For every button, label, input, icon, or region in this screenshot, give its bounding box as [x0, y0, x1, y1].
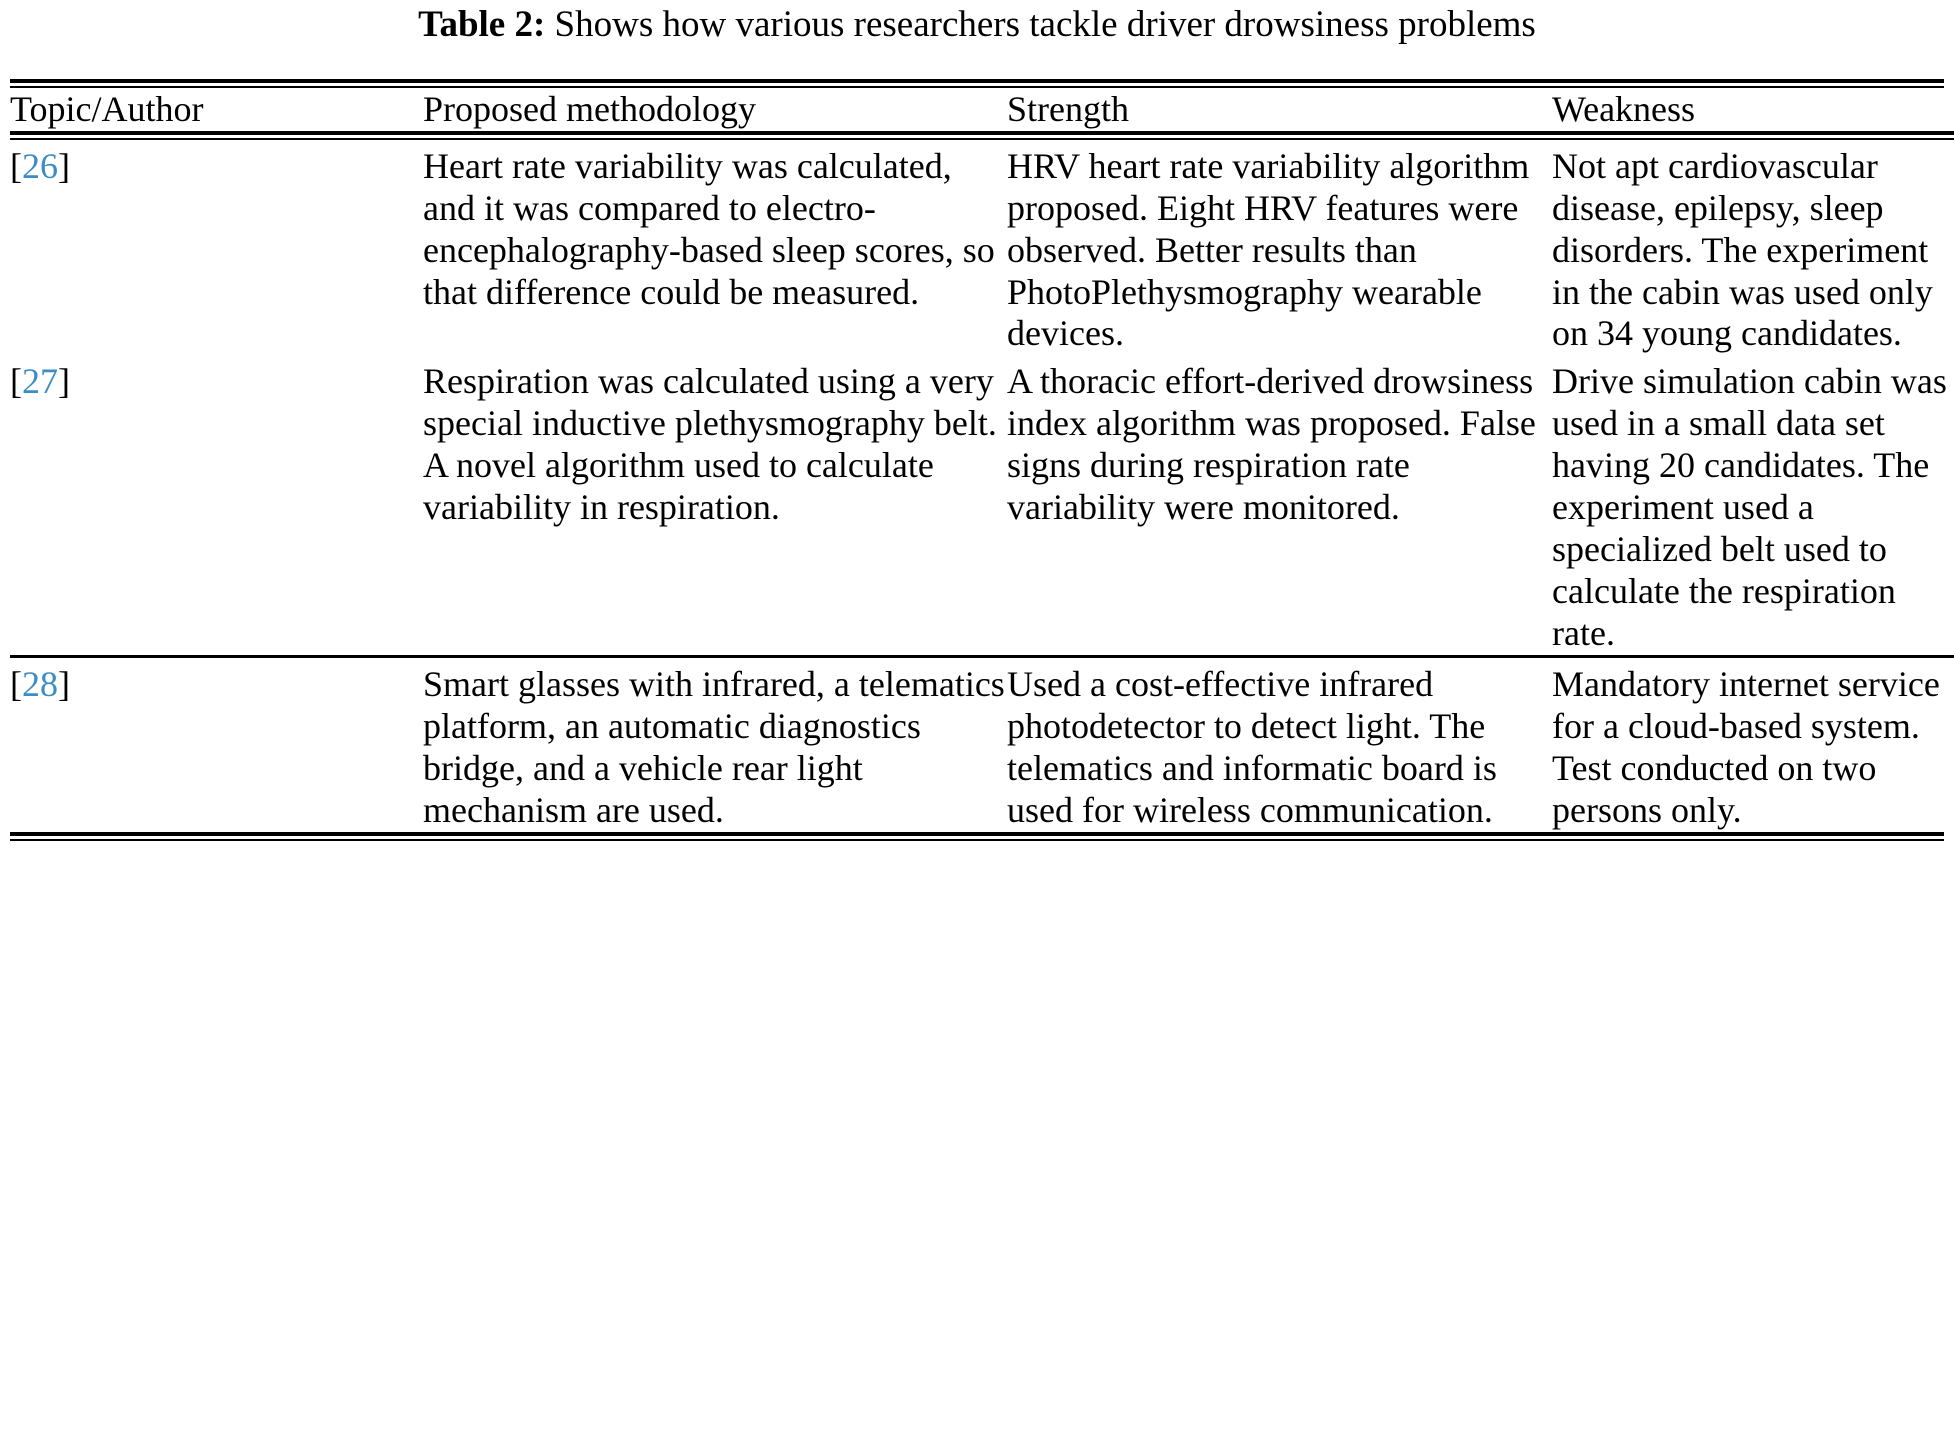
- bracket-open: [: [10, 145, 22, 186]
- table-top-rule: [10, 79, 1944, 88]
- cell-topic-author: [10, 658, 423, 832]
- bracket-close: ]: [58, 361, 70, 402]
- methodology-text: Respiration was calculated using a very special inductive plethysmography belt. A novel algorithm used to calculate variability in respiration.: [423, 361, 997, 528]
- bracket-close: ]: [58, 663, 70, 704]
- column-header-topic-author: Topic/Author: [10, 88, 204, 129]
- reference-number[interactable]: 26: [22, 145, 58, 186]
- weakness-text: Drive simulation cabin was used in a small data set having 20 candidates. The experiment used a specialized belt used to calculate the respiration rate.: [1552, 361, 1947, 654]
- table-bottom-rule: [10, 832, 1944, 841]
- table-header-row: [10, 88, 1954, 131]
- reference-citation[interactable]: [10, 146, 70, 186]
- reference-citation[interactable]: [10, 361, 70, 401]
- table-caption-label: Table 2:: [418, 4, 546, 45]
- table-header: [10, 88, 1954, 131]
- strength-text: A thoracic effort-derived drowsiness index algorithm was proposed. False signs during respiration rate variability were monitored.: [1007, 361, 1536, 528]
- weakness-text: Not apt cardiovascular disease, epilepsy, sleep disorders. The experiment in the cabin was used only on 34 young candidates.: [1552, 145, 1933, 354]
- header-separator-rule-cell: [10, 131, 1954, 140]
- column-header-weakness: Weakness: [1552, 88, 1696, 129]
- cell-topic-author: [10, 140, 423, 356]
- bracket-close: ]: [58, 145, 70, 186]
- table-body: [10, 131, 1954, 832]
- cell-proposed-methodology: [423, 658, 1007, 832]
- cell-topic-author: [10, 355, 423, 655]
- reference-number[interactable]: 27: [22, 361, 58, 402]
- header-bottom-rule: [10, 131, 1954, 140]
- column-header-strength: Strength: [1007, 88, 1129, 129]
- cell-strength: [1007, 658, 1552, 832]
- methodology-text: Smart glasses with infrared, a telematics platform, an automatic diagnostics bridge, and a vehicle rear light mechanism are used.: [423, 663, 1005, 830]
- bracket-open: [: [10, 663, 22, 704]
- methodology-text: Heart rate variability was calculated, and it was compared to electro-encephalography-based sleep scores, so that difference could be measured.: [423, 145, 995, 312]
- bracket-open: [: [10, 361, 22, 402]
- table-row: [10, 355, 1954, 655]
- table-row: [10, 658, 1954, 832]
- column-header-proposed-methodology: Proposed methodology: [423, 88, 756, 129]
- reference-number[interactable]: 28: [22, 663, 58, 704]
- table-row: [10, 140, 1954, 356]
- caption-spacer: [10, 51, 1944, 79]
- cell-weakness: [1552, 355, 1954, 655]
- comparison-table: [10, 88, 1954, 832]
- cell-strength: [1007, 140, 1552, 356]
- table-caption-text: Shows how various researchers tackle driver drowsiness problems: [554, 4, 1536, 45]
- cell-strength: [1007, 355, 1552, 655]
- strength-text: HRV heart rate variability algorithm proposed. Eight HRV features were observed. Better results than PhotoPlethysmography wearable devices.: [1007, 145, 1530, 354]
- cell-proposed-methodology: [423, 355, 1007, 655]
- reference-citation[interactable]: [10, 664, 70, 704]
- table-caption: [10, 0, 1944, 51]
- cell-weakness: [1552, 658, 1954, 832]
- cell-proposed-methodology: [423, 140, 1007, 356]
- weakness-text: Mandatory internet service for a cloud-based system. Test conducted on two persons only.: [1552, 663, 1940, 830]
- header-separator-rule-row: [10, 131, 1954, 140]
- strength-text: Used a cost-effective infrared photodetector to detect light. The telematics and informatic board is used for wireless communication.: [1007, 663, 1497, 830]
- cell-weakness: [1552, 140, 1954, 356]
